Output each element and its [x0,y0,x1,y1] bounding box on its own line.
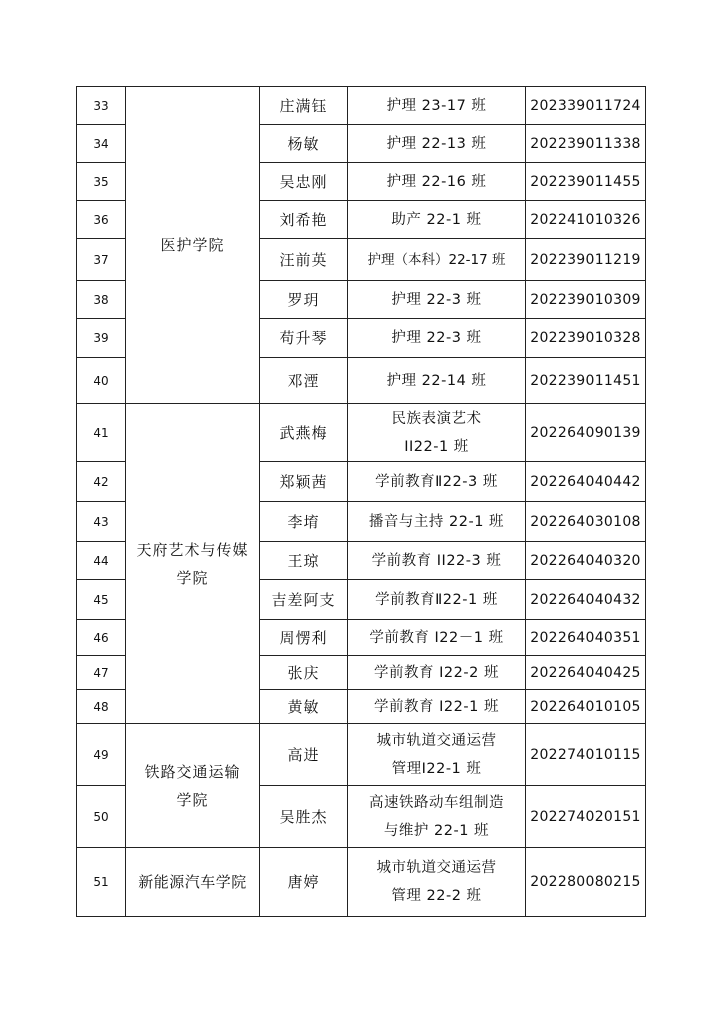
student-name: 唐婷 [260,848,348,917]
student-name: 郑颖茜 [260,462,348,502]
row-index: 47 [77,656,126,690]
student-id: 202239011455 [526,163,646,201]
student-name: 武燕梅 [260,404,348,462]
row-index: 48 [77,690,126,724]
class-line-1: 民族表演艺术 [391,410,482,427]
class-name: 护理 22-3 班 [348,319,526,358]
student-name: 高进 [260,724,348,786]
table-row [77,404,646,462]
class-line-2: 与维护 22-1 班 [383,822,490,839]
row-index: 44 [77,542,126,580]
college-line-1: 铁路交通运输 [144,762,241,781]
class-name: 学前教育 II22-3 班 [348,542,526,580]
class-name: 护理 22-14 班 [348,358,526,404]
student-id: 202264010105 [526,690,646,724]
class-line-1: 城市轨道交通运营 [376,860,497,876]
class-name: 播音与主持 22-1 班 [348,502,526,542]
college-cell [126,724,260,848]
student-name: 庄满钰 [260,87,348,125]
student-name: 吴胜杰 [260,786,348,848]
class-name: 护理 22-16 班 [348,163,526,201]
row-index: 43 [77,502,126,542]
class-name [348,848,526,917]
class-line-2: 管理Ⅰ22-1 班 [391,760,482,777]
row-index: 35 [77,163,126,201]
class-line-1: 高速铁路动车组制造 [369,794,504,811]
student-roster-table [76,86,646,917]
college-cell: 新能源汽车学院 [126,848,260,917]
college-cell: 医护学院 [126,87,260,404]
student-id: 202264040351 [526,620,646,656]
row-index: 49 [77,724,126,786]
class-name: 护理 22-3 班 [348,281,526,319]
college-line-2: 学院 [176,568,209,587]
student-id: 202280080215 [526,848,646,917]
class-name [348,724,526,786]
student-name: 李堉 [260,502,348,542]
student-id: 202264030108 [526,502,646,542]
student-id: 202264040320 [526,542,646,580]
row-index: 50 [77,786,126,848]
class-name [348,404,526,462]
student-name: 黄敏 [260,690,348,724]
class-name: 护理（本科）22-17 班 [348,239,526,281]
row-index: 51 [77,848,126,917]
student-name: 王琼 [260,542,348,580]
student-name: 罗玥 [260,281,348,319]
student-id: 202239010328 [526,319,646,358]
row-index: 42 [77,462,126,502]
student-name: 杨敏 [260,125,348,163]
student-name: 张庆 [260,656,348,690]
class-name: 学前教育 I22-2 班 [348,656,526,690]
student-id: 202264090139 [526,404,646,462]
row-index: 41 [77,404,126,462]
student-id: 202239011219 [526,239,646,281]
row-index: 36 [77,201,126,239]
student-name: 周愣利 [260,620,348,656]
class-line-2: 管理 22-2 班 [391,888,482,904]
class-name: 学前教育Ⅱ22-3 班 [348,462,526,502]
student-name: 吉差阿支 [260,580,348,620]
row-index: 46 [77,620,126,656]
row-index: 33 [77,87,126,125]
row-index: 34 [77,125,126,163]
class-name: 护理 23-17 班 [348,87,526,125]
student-name: 吴忠刚 [260,163,348,201]
class-name: 学前教育 I22－1 班 [348,620,526,656]
class-name [348,786,526,848]
class-name: 助产 22-1 班 [348,201,526,239]
college-line-1: 天府艺术与传媒 [136,540,249,559]
student-name: 刘希艳 [260,201,348,239]
class-name: 学前教育Ⅱ22-1 班 [348,580,526,620]
student-id: 202339011724 [526,87,646,125]
student-id: 202274010115 [526,724,646,786]
table-row [77,848,646,917]
student-id: 202239011451 [526,358,646,404]
student-id: 202239010309 [526,281,646,319]
student-name: 汪前英 [260,239,348,281]
table-row [77,87,646,125]
college-cell [126,404,260,724]
class-name: 学前教育 I22-1 班 [348,690,526,724]
student-id: 202264040425 [526,656,646,690]
table-row [77,724,646,786]
student-id: 202264040432 [526,580,646,620]
college-line-2: 学院 [176,790,209,809]
student-id: 202241010326 [526,201,646,239]
student-name: 邓湮 [260,358,348,404]
student-name: 苟升琴 [260,319,348,358]
student-id: 202239011338 [526,125,646,163]
class-line-1: 城市轨道交通运营 [376,732,497,749]
class-line-2: II22-1 班 [404,438,469,455]
row-index: 40 [77,358,126,404]
row-index: 39 [77,319,126,358]
row-index: 45 [77,580,126,620]
row-index: 38 [77,281,126,319]
student-id: 202264040442 [526,462,646,502]
row-index: 37 [77,239,126,281]
class-name: 护理 22-13 班 [348,125,526,163]
student-id: 202274020151 [526,786,646,848]
